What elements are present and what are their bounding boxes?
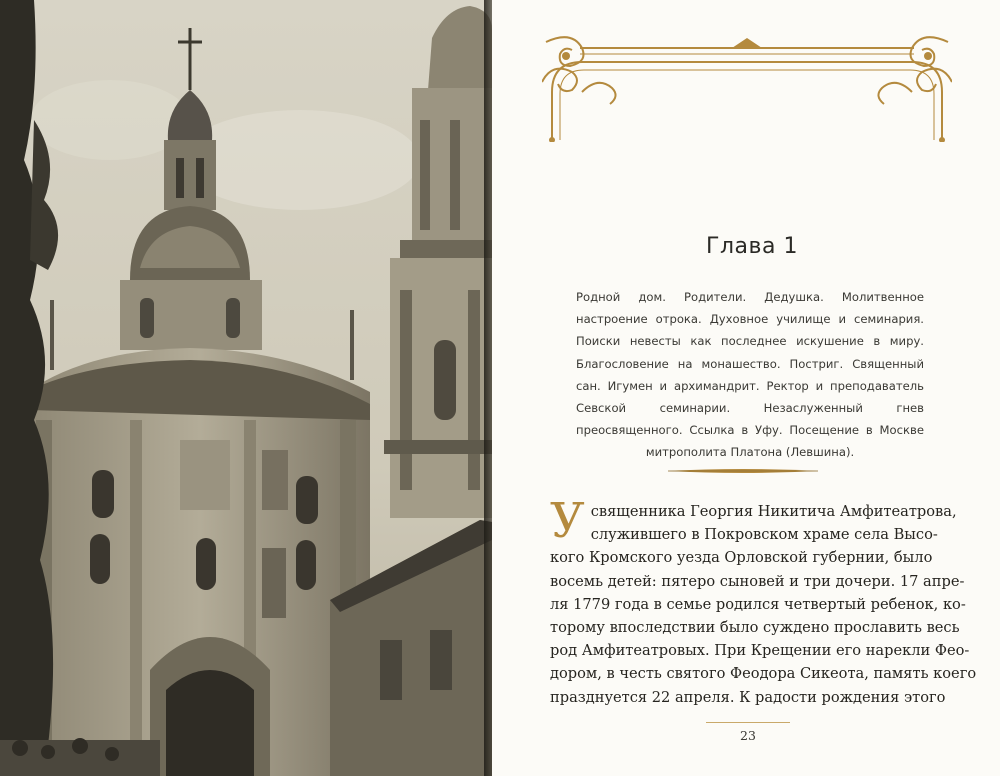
chapter-body	[550, 493, 977, 709]
footer-rule	[706, 722, 790, 723]
body-line: торому впоследствии было суждено прославить весь	[550, 619, 960, 637]
body-line: священника Георгия Никитича Амфитеатрова,	[590, 503, 957, 520]
cathedral-photo	[0, 0, 492, 776]
body-line: восемь детей: пятеро сыновей и три дочери. 17 апре-	[550, 572, 965, 590]
text-page	[492, 0, 1000, 776]
cathedral-gate-photo-icon	[0, 0, 492, 776]
body-line: служившего в Покровском храме села Высо-	[590, 526, 938, 544]
body-line: дором, в честь святого Феодора Сикеота, память коего	[550, 665, 977, 683]
body-line: ля 1779 года в семье родился четвертый ребенок, ко-	[550, 595, 966, 613]
body-line: празднуется 22 апреля. К радости рождения этого	[550, 688, 946, 706]
chapter-title: Глава 1	[706, 234, 798, 259]
baroque-frame-ornament-icon	[542, 32, 952, 142]
drop-cap-letter: У	[550, 493, 585, 549]
ornamental-divider-icon	[668, 465, 818, 477]
page-number: 23	[740, 728, 756, 743]
body-line: род Амфитеатровых. При Крещении его нарекли Фео-	[550, 642, 970, 660]
body-line: кого Кромского уезда Орловской губернии, было	[550, 549, 933, 567]
chapter-synopsis: Родной дом. Родители. Дедушка. Молитвенное настроение отрока. Духовное училище и семинария. Поиски невесты как последнее искушение в миру. Благословение на монашество. Постриг. Священный сан. Игумен и архимандрит. Ректор и преподаватель Севской семинарии. Незаслуженный гнев преосвященного. Ссылка в Уфу. Посещение в Москве митрополита Платона (Левшина).	[576, 290, 924, 460]
